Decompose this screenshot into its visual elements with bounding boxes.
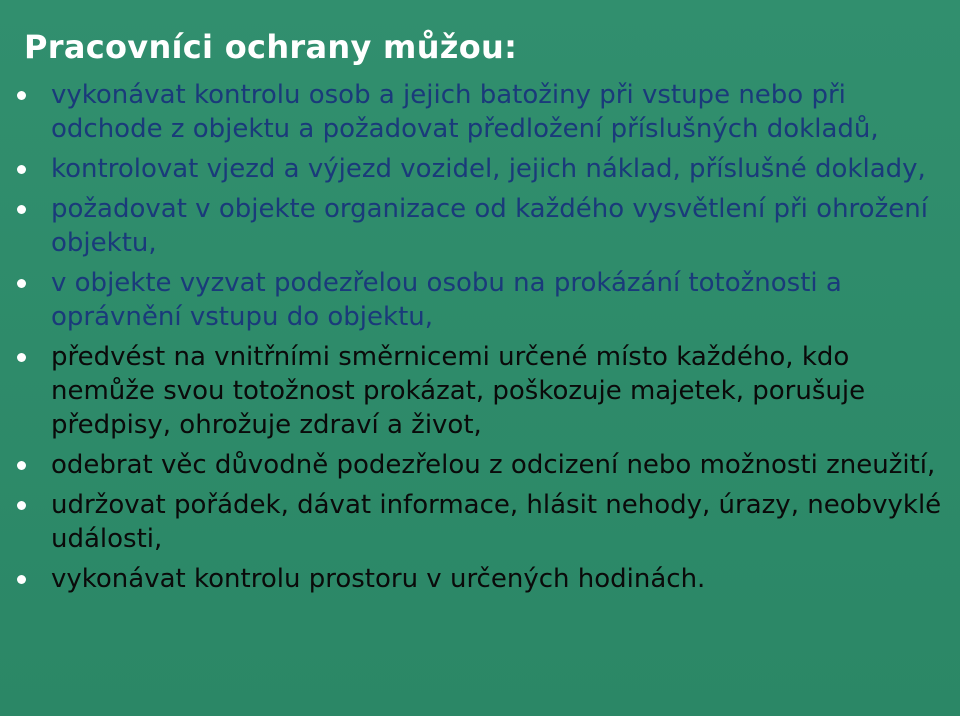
bullet-dot-icon xyxy=(17,279,26,288)
bullet-item xyxy=(0,78,960,146)
bullet-item xyxy=(0,562,960,596)
bullet-text: odebrat věc důvodně podezřelou z odcizení nebo možnosti zneužití, xyxy=(51,450,936,480)
bullet-item xyxy=(0,488,960,556)
bullet-text: požadovat v objekte organizace od každého vysvětlení při ohrožení objektu, xyxy=(51,194,928,258)
bullet-dot-icon xyxy=(17,575,26,584)
bullet-dot-icon xyxy=(17,353,26,362)
bullet-dot-icon xyxy=(17,501,26,510)
bullet-text: kontrolovat vjezd a výjezd vozidel, jejich náklad, příslušné doklady, xyxy=(51,154,926,184)
slide-title: Pracovníci ochrany můžou: xyxy=(24,28,518,66)
bullet-item xyxy=(0,192,960,260)
bullet-text: v objekte vyzvat podezřelou osobu na prokázání totožnosti a oprávnění vstupu do objektu, xyxy=(51,268,842,332)
bullet-item xyxy=(0,340,960,442)
bullet-list xyxy=(0,78,960,602)
bullet-dot-icon xyxy=(17,461,26,470)
bullet-item xyxy=(0,448,960,482)
bullet-item xyxy=(0,266,960,334)
bullet-dot-icon xyxy=(17,205,26,214)
bullet-item xyxy=(0,152,960,186)
bullet-dot-icon xyxy=(17,165,26,174)
bullet-text: vykonávat kontrolu osob a jejich batožiny při vstupe nebo při odchode z objektu a požadovat předložení příslušných dokladů, xyxy=(51,80,879,144)
bullet-text: vykonávat kontrolu prostoru v určených hodinách. xyxy=(51,564,706,594)
bullet-text: udržovat pořádek, dávat informace, hlásit nehody, úrazy, neobvyklé události, xyxy=(51,490,942,554)
bullet-dot-icon xyxy=(17,91,26,100)
bullet-text: předvést na vnitřními směrnicemi určené místo každého, kdo nemůže svou totožnost prokázat, poškozuje majetek, porušuje předpisy, ohrožuje zdraví a život, xyxy=(51,342,866,440)
